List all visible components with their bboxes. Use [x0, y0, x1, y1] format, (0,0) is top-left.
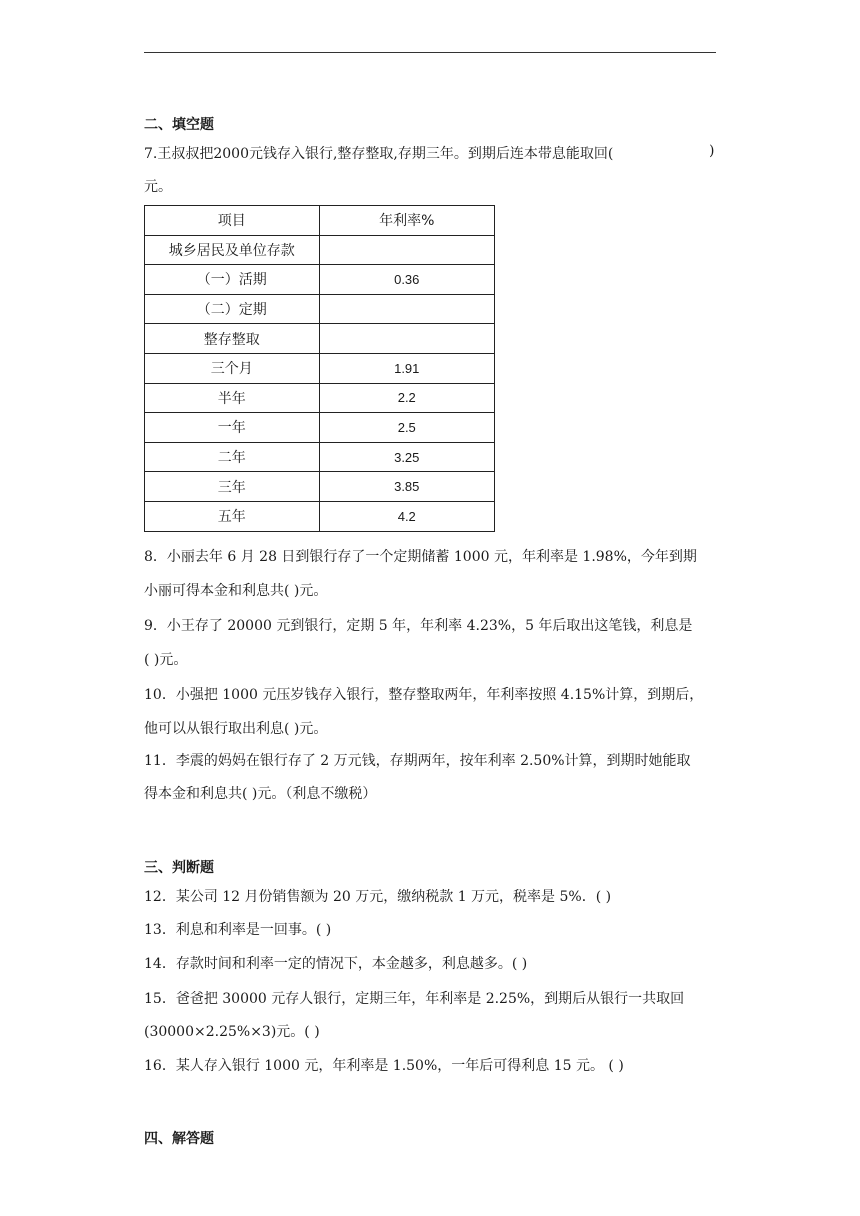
question-15-line1: 15．爸爸把 30000 元存人银行，定期三年，年利率是 2.25%，到期后从银行一共取回 — [144, 991, 685, 1007]
table-row — [145, 413, 495, 443]
table-cell-item: 二年 — [145, 442, 320, 472]
table-cell-item: 一年 — [145, 413, 320, 443]
table-cell-rate: 0.36 — [319, 265, 494, 295]
table-row — [145, 353, 495, 383]
question-7-text: 7.王叔叔把2000元钱存入银行,整存整取,存期三年。到期后连本带息能取回( — [144, 146, 614, 162]
question-12: 12．某公司 12 月份销售额为 20 万元，缴纳税款 1 万元，税率是 5%．( ) — [144, 889, 612, 905]
table-cell-item: 整存整取 — [145, 324, 320, 354]
question-7-close-paren: ) — [709, 143, 715, 159]
question-14: 14．存款时间和利率一定的情况下，本金越多，利息越多。( ) — [144, 956, 528, 972]
interest-rate-table — [144, 205, 495, 532]
table-cell-item: 三年 — [145, 472, 320, 502]
table-row — [145, 324, 495, 354]
table-cell-item: 五年 — [145, 501, 320, 531]
question-11-line1: 11．李震的妈妈在银行存了 2 万元钱，存期两年，按年利率 2.50%计算，到期时她能取 — [144, 753, 691, 769]
table-cell-rate — [319, 294, 494, 324]
table-row — [145, 235, 495, 265]
question-16: 16．某人存入银行 1000 元，年利率是 1.50%，一年后可得利息 15 元。 ( ) — [144, 1058, 624, 1074]
table-row — [145, 265, 495, 295]
table-cell-rate: 3.25 — [319, 442, 494, 472]
question-11-line2: 得本金和利息共( )元。（利息不缴税） — [144, 786, 377, 802]
table-row — [145, 472, 495, 502]
question-15-line2: (30000×2.25%×3)元。( ) — [144, 1024, 320, 1040]
table-cell-rate: 2.5 — [319, 413, 494, 443]
table-cell-item: 半年 — [145, 383, 320, 413]
table-cell-item: 三个月 — [145, 353, 320, 383]
table-cell-rate: 1.91 — [319, 353, 494, 383]
table-row — [145, 383, 495, 413]
header-rule — [144, 52, 716, 53]
section-heading-judge: 三、判断题 — [144, 860, 214, 876]
table-row — [145, 442, 495, 472]
table-cell-item: （二）定期 — [145, 294, 320, 324]
table-cell-item: 城乡居民及单位存款 — [145, 235, 320, 265]
table-cell-rate: 4.2 — [319, 501, 494, 531]
question-10-line1: 10．小强把 1000 元压岁钱存入银行，整存整取两年，年利率按照 4.15%计算，到期后， — [144, 687, 704, 703]
table-header-item: 项目 — [145, 206, 320, 236]
table-header-rate: 年利率% — [319, 206, 494, 236]
question-13: 13．利息和利率是一回事。( ) — [144, 922, 332, 938]
table-cell-rate — [319, 235, 494, 265]
question-9-line2: ( )元。 — [144, 652, 188, 668]
question-8-line2: 小丽可得本金和利息共( )元。 — [144, 583, 328, 599]
section-heading-fill: 二、填空题 — [144, 117, 214, 133]
question-9-line1: 9．小王存了 20000 元到银行，定期 5 年，年利率 4.23%，5 年后取出这笔钱，利息是 — [144, 618, 693, 634]
question-10-line2: 他可以从银行取出利息( )元。 — [144, 721, 328, 737]
table-header-row — [145, 206, 495, 236]
table-cell-rate: 3.85 — [319, 472, 494, 502]
table-row — [145, 501, 495, 531]
question-7-line2: 元。 — [144, 179, 172, 195]
section-heading-answer: 四、解答题 — [144, 1131, 214, 1147]
question-7-line1 — [144, 143, 716, 163]
table-cell-rate: 2.2 — [319, 383, 494, 413]
question-8-line1: 8．小丽去年 6 月 28 日到银行存了一个定期储蓄 1000 元，年利率是 1.98%，今年到期 — [144, 549, 697, 565]
table-cell-rate — [319, 324, 494, 354]
table-row — [145, 294, 495, 324]
table-cell-item: （一）活期 — [145, 265, 320, 295]
